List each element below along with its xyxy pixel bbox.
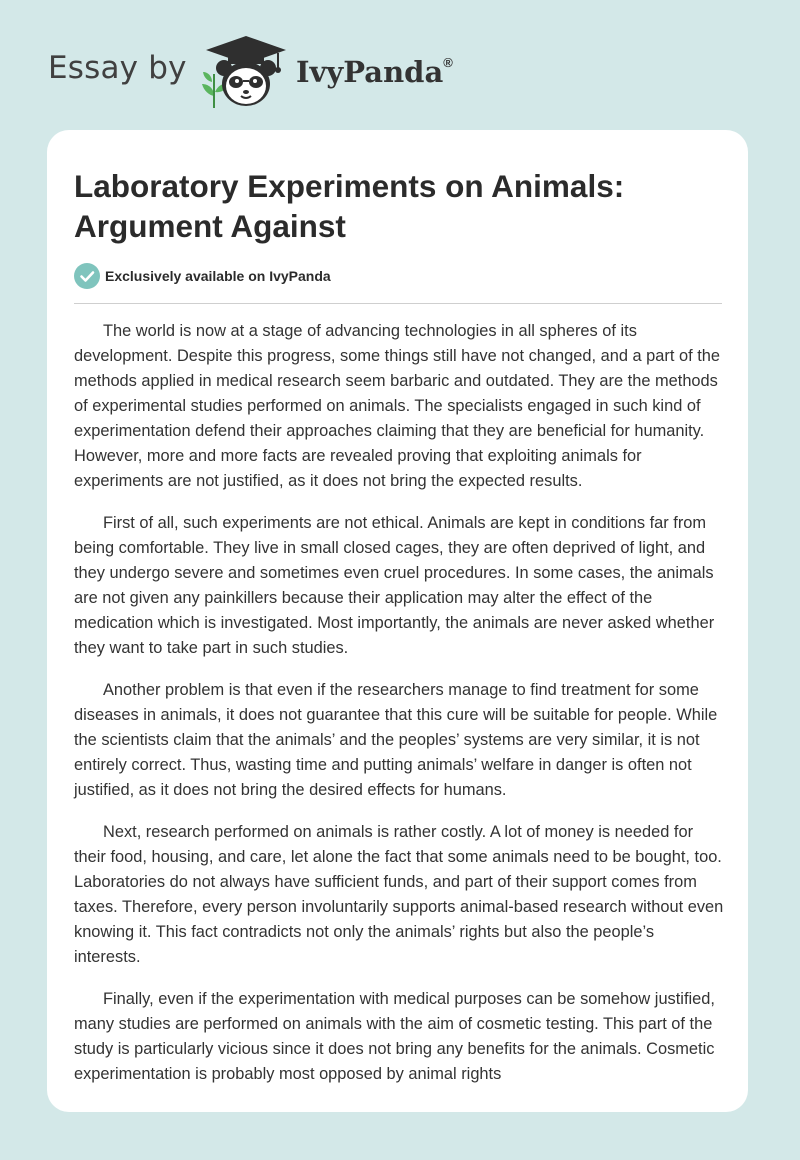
- exclusive-badge: [74, 263, 331, 289]
- divider: [74, 303, 722, 304]
- essay-body: [74, 319, 724, 1104]
- registered-mark: ®: [443, 55, 453, 71]
- paragraph: The world is now at a stage of advancing technologies in all spheres of its development. Despite this progress, some things still have not changed, and a part of the methods applied in medical research seem barbaric and outdated. They are the methods of experimental studies performed on animals. The specialists engaged in such kind of experimentation defend their approaches claiming that they are beneficial for humanity. However, more and more facts are revealed proving that exploiting animals for experiments are not justified, as it does not bring the expected results.: [74, 322, 720, 490]
- essay-card: [47, 130, 748, 1112]
- exclusive-text: Exclusively available on IvyPanda: [105, 268, 331, 284]
- panda-graduate-icon: [200, 34, 292, 110]
- site-header: [0, 0, 800, 130]
- paragraph: Finally, even if the experimentation with medical purposes can be somehow justified, many studies are performed on animals with the aim of cosmetic testing. This part of the study is particularly vicious since it does not bring any benefits for the animals. Cosmetic experimentation is probably most opposed by animal rights: [74, 990, 715, 1083]
- essay-title: Laboratory Experiments on Animals: Argument Against: [74, 168, 625, 244]
- paragraph: Another problem is that even if the researchers manage to find treatment for some diseases in animals, it does not guarantee that this cure will be suitable for people. While the scientists claim that the animals’ and the peoples’ systems are very similar, it is not entirely correct. Thus, wasting time and putting animals’ welfare in danger is often not justified, as it does not bring the desired effects for humans.: [74, 681, 718, 799]
- check-circle-icon: [74, 263, 100, 289]
- paragraph: First of all, such experiments are not ethical. Animals are kept in conditions far from being comfortable. They live in small closed cages, they are often deprived of light, and they undergo severe and sometimes even cruel procedures. In some cases, the animals are not given any painkillers because their application may alter the effect of the medication which is investigated. Most importantly, the animals are never asked whether they want to take part in such studies.: [74, 514, 715, 657]
- essay-by-label: Essay by: [48, 50, 187, 86]
- paragraph: Next, research performed on animals is rather costly. A lot of money is needed for their food, housing, and care, let alone the fact that some animals need to be bought, too. Laboratories do not always have sufficient funds, and part of their support comes from taxes. Therefore, every person involuntarily supports animal-based research without even knowing it. This fact contradicts not only the animals’ rights but also the people’s interests.: [74, 823, 724, 966]
- brand-name: IvyPanda: [296, 55, 444, 89]
- brand-logo-text: [296, 55, 453, 89]
